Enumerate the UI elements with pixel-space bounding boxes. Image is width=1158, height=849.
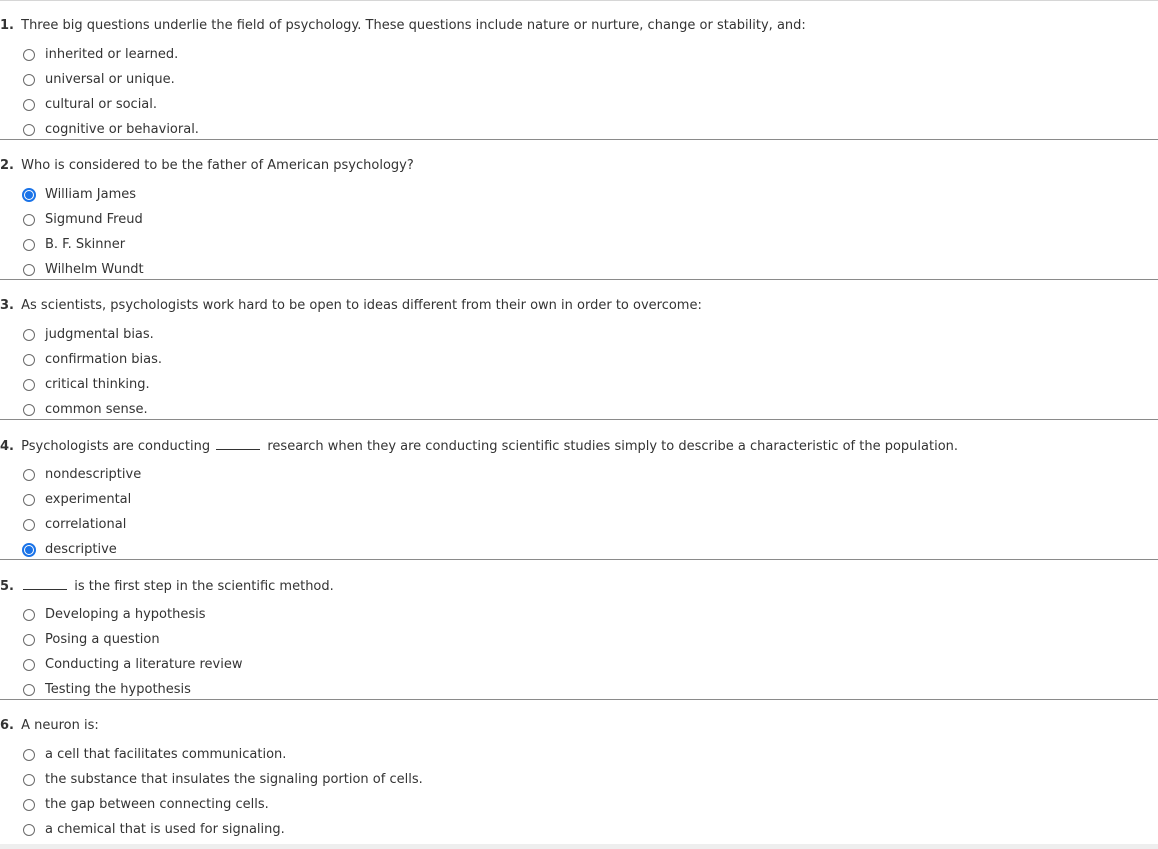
answer-option[interactable] — [23, 677, 243, 702]
answer-option[interactable] — [23, 792, 423, 817]
question-1 — [0, 0, 1158, 140]
question-number: 2. — [0, 158, 14, 173]
option-label[interactable]: Developing a hypothesis — [45, 607, 206, 622]
question-number: 6. — [0, 718, 14, 733]
answer-options — [23, 322, 162, 422]
question-text-after-blank: research when they are conducting scientific studies simply to describe a characteristic of the population. — [267, 439, 959, 454]
question-stem — [0, 717, 99, 735]
question-number: 4. — [0, 439, 14, 454]
answer-option[interactable] — [23, 537, 141, 562]
bottom-edge — [0, 844, 1158, 849]
question-stem — [0, 577, 334, 596]
radio-button[interactable] — [23, 774, 35, 786]
answer-option[interactable] — [23, 817, 423, 842]
answer-options — [23, 462, 141, 562]
question-text-after-blank: is the first step in the scientific method. — [74, 579, 334, 594]
option-label[interactable]: Conducting a literature review — [45, 657, 243, 672]
option-label[interactable]: correlational — [45, 517, 127, 532]
option-label[interactable]: Sigmund Freud — [45, 212, 143, 227]
option-label[interactable]: cultural or social. — [45, 97, 158, 112]
question-number: 3. — [0, 298, 14, 313]
answer-option[interactable] — [23, 462, 141, 487]
question-number: 5. — [0, 579, 14, 594]
option-label[interactable]: William James — [45, 187, 137, 202]
fill-in-blank — [23, 577, 67, 590]
option-label[interactable]: the gap between connecting cells. — [45, 797, 269, 812]
radio-button[interactable] — [23, 239, 35, 251]
radio-button[interactable] — [23, 469, 35, 481]
question-3 — [0, 280, 1158, 420]
answer-options — [23, 182, 144, 282]
fill-in-blank — [216, 437, 260, 450]
radio-button[interactable] — [23, 354, 35, 366]
radio-button[interactable] — [23, 494, 35, 506]
radio-button[interactable] — [23, 609, 35, 621]
answer-option[interactable] — [23, 627, 243, 652]
question-text: A neuron is: — [21, 718, 99, 733]
radio-button[interactable] — [23, 799, 35, 811]
question-5 — [0, 560, 1158, 700]
answer-option[interactable] — [23, 767, 423, 792]
question-text: Three big questions underlie the field of psychology. These questions include nature or nurture, change or stability, and: — [21, 18, 806, 33]
answer-option[interactable] — [23, 372, 162, 397]
radio-button[interactable] — [23, 519, 35, 531]
answer-option[interactable] — [23, 742, 423, 767]
answer-option[interactable] — [23, 487, 141, 512]
radio-button[interactable] — [23, 379, 35, 391]
radio-button[interactable] — [23, 214, 35, 226]
radio-button[interactable] — [23, 99, 35, 111]
option-label[interactable]: nondescriptive — [45, 467, 142, 482]
answer-options — [23, 602, 243, 702]
radio-button[interactable] — [23, 404, 35, 416]
radio-button[interactable] — [23, 124, 35, 136]
option-label[interactable]: Posing a question — [45, 632, 160, 647]
question-stem — [0, 17, 806, 35]
radio-button-selected[interactable] — [22, 188, 36, 202]
option-label[interactable]: Testing the hypothesis — [45, 682, 191, 697]
option-label[interactable]: the substance that insulates the signaling portion of cells. — [45, 772, 423, 787]
radio-button[interactable] — [23, 684, 35, 696]
question-text-before-blank: Psychologists are conducting — [21, 439, 211, 454]
option-label[interactable]: judgmental bias. — [45, 327, 154, 342]
answer-options — [23, 742, 423, 842]
radio-button[interactable] — [23, 49, 35, 61]
option-label[interactable]: critical thinking. — [45, 377, 150, 392]
question-2 — [0, 140, 1158, 280]
radio-button[interactable] — [23, 264, 35, 276]
answer-option[interactable] — [23, 652, 243, 677]
option-label[interactable]: common sense. — [45, 402, 148, 417]
answer-option[interactable] — [23, 207, 144, 232]
answer-option[interactable] — [23, 117, 199, 142]
option-label[interactable]: universal or unique. — [45, 72, 175, 87]
answer-option[interactable] — [23, 42, 199, 67]
option-label[interactable]: a cell that facilitates communication. — [45, 747, 287, 762]
radio-button[interactable] — [23, 74, 35, 86]
question-number: 1. — [0, 18, 14, 33]
radio-button[interactable] — [23, 659, 35, 671]
option-label[interactable]: inherited or learned. — [45, 47, 179, 62]
radio-button[interactable] — [23, 329, 35, 341]
radio-button[interactable] — [23, 634, 35, 646]
option-label[interactable]: B. F. Skinner — [45, 237, 126, 252]
question-4 — [0, 420, 1158, 560]
option-label[interactable]: Wilhelm Wundt — [45, 262, 144, 277]
answer-option[interactable] — [23, 182, 144, 207]
option-label[interactable]: a chemical that is used for signaling. — [45, 822, 285, 837]
answer-option[interactable] — [23, 257, 144, 282]
radio-button-selected[interactable] — [22, 543, 36, 557]
question-stem — [0, 437, 958, 456]
answer-option[interactable] — [23, 322, 162, 347]
answer-option[interactable] — [23, 232, 144, 257]
answer-option[interactable] — [23, 512, 141, 537]
answer-option[interactable] — [23, 347, 162, 372]
option-label[interactable]: cognitive or behavioral. — [45, 122, 199, 137]
question-text: Who is considered to be the father of American psychology? — [21, 158, 414, 173]
option-label[interactable]: experimental — [45, 492, 132, 507]
question-text: As scientists, psychologists work hard to be open to ideas different from their own in order to overcome: — [21, 298, 702, 313]
option-label[interactable]: descriptive — [45, 542, 117, 557]
answer-option[interactable] — [23, 602, 243, 627]
option-label[interactable]: confirmation bias. — [45, 352, 163, 367]
question-6 — [0, 700, 1158, 837]
answer-option[interactable] — [23, 67, 199, 92]
radio-button[interactable] — [23, 749, 35, 761]
question-stem — [0, 297, 702, 315]
question-stem — [0, 157, 414, 175]
answer-option[interactable] — [23, 92, 199, 117]
radio-button[interactable] — [23, 824, 35, 836]
answer-option[interactable] — [23, 397, 162, 422]
answer-options — [23, 42, 199, 142]
